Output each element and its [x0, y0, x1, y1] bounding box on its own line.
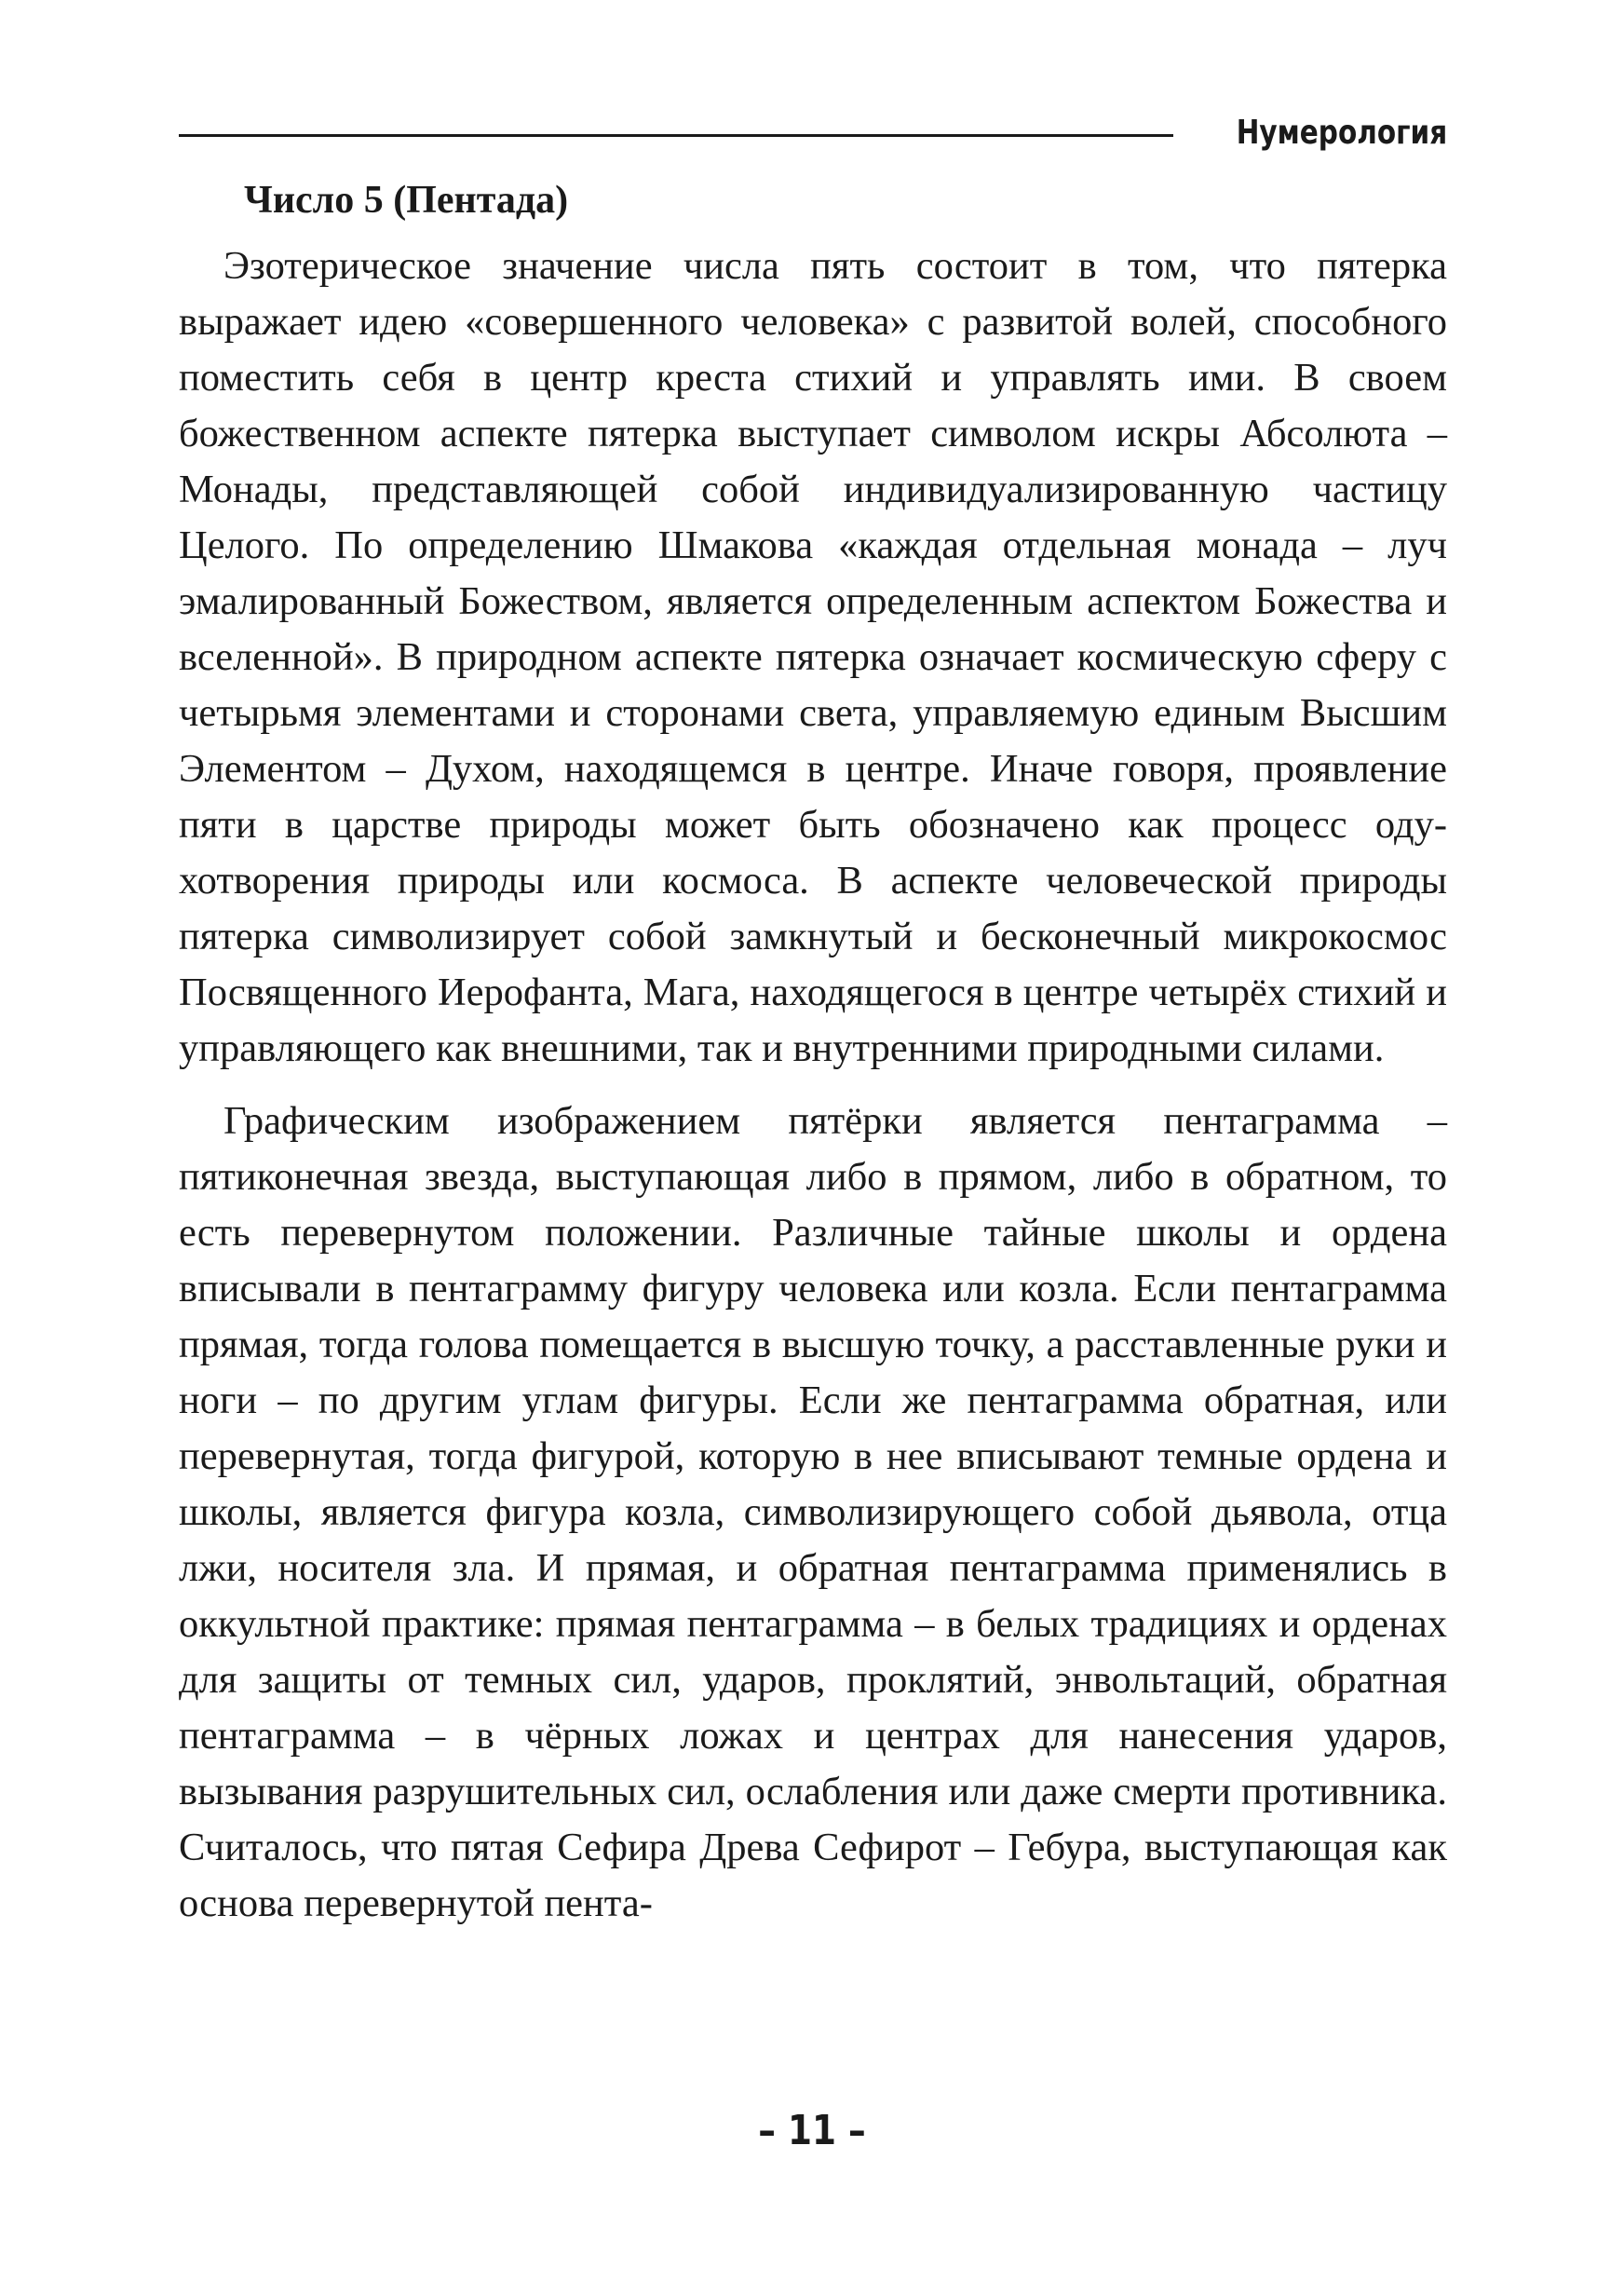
running-header [179, 104, 1447, 160]
paragraph-pentagram: Графическим изображением пятёрки является пентаграмма – пятиконечная звезда, выступающая либо в прямом, либо в обратном, то есть перевернутом положении. Различные тайные школы и ордена вписывали в пентаграмму фигуру человека или козла. Если пентаграмма прямая, тогда голова помещается в высшую точку, а расставленные руки и ноги – по другим углам фигуры. Если же пентаграмма обратная, или перевернутая, тогда фигурой, которую в нее вписывают темные ордена и школы, является фигура козла, символизирующего собой дьявола, отца лжи, носителя зла. И прямая, и обратная пентаграмма применялись в оккультной практике: прямая пентаграмма – в белых традициях и орденах для защиты от темных сил, ударов, проклятий, энвольтаций, обратная пентаграмма – в чёрных ложах и центрах для нанесения ударов, вызывания разрушительных сил, ослабления или даже смерти противника. Считалось, что пятая Сефира Древа Сефирот – Гебура, выступающая как основа перевернутой пента- [179, 1099, 1447, 1925]
header-title: Нумерология [1236, 113, 1447, 152]
section-title: Число 5 (Пентада) [244, 179, 569, 222]
page-content [179, 175, 1447, 1932]
paragraph-esoteric-meaning: Эзотерическое значение числа пять состоит в том, что пятерка выражает идею «совершенного человека» с развитой волей, способного поместить себя в центр креста стихий и управлять ими. В своем божественном аспекте пятерка выступает символом искры Абсолюта – Монады, представляющей собой индивидуализированную частицу Целого. По определению Шмакова «каждая отдельная монада – луч эмалированный Божеством, является определенным аспектом Божества и вселенной». В природном аспекте пятерка означает космическую сферу с четырьмя элементами и сторонами света, управляемую единым Высшим Элементом – Духом, находящемся в центре. Иначе говоря, проявление пяти в царстве природы может быть обозначено как процесс одухотворения природы или космоса. В аспекте человеческой природы пятерка символизирует собой замкнутый и бесконечный микрокосмос Посвященного Иерофанта, Мага, находящегося в центре четырёх стихий и управляющего как внешними, так и внутренними природными силами. [179, 244, 1447, 1070]
header-rule [179, 134, 1173, 137]
page-number: – 11 – [758, 2107, 866, 2154]
